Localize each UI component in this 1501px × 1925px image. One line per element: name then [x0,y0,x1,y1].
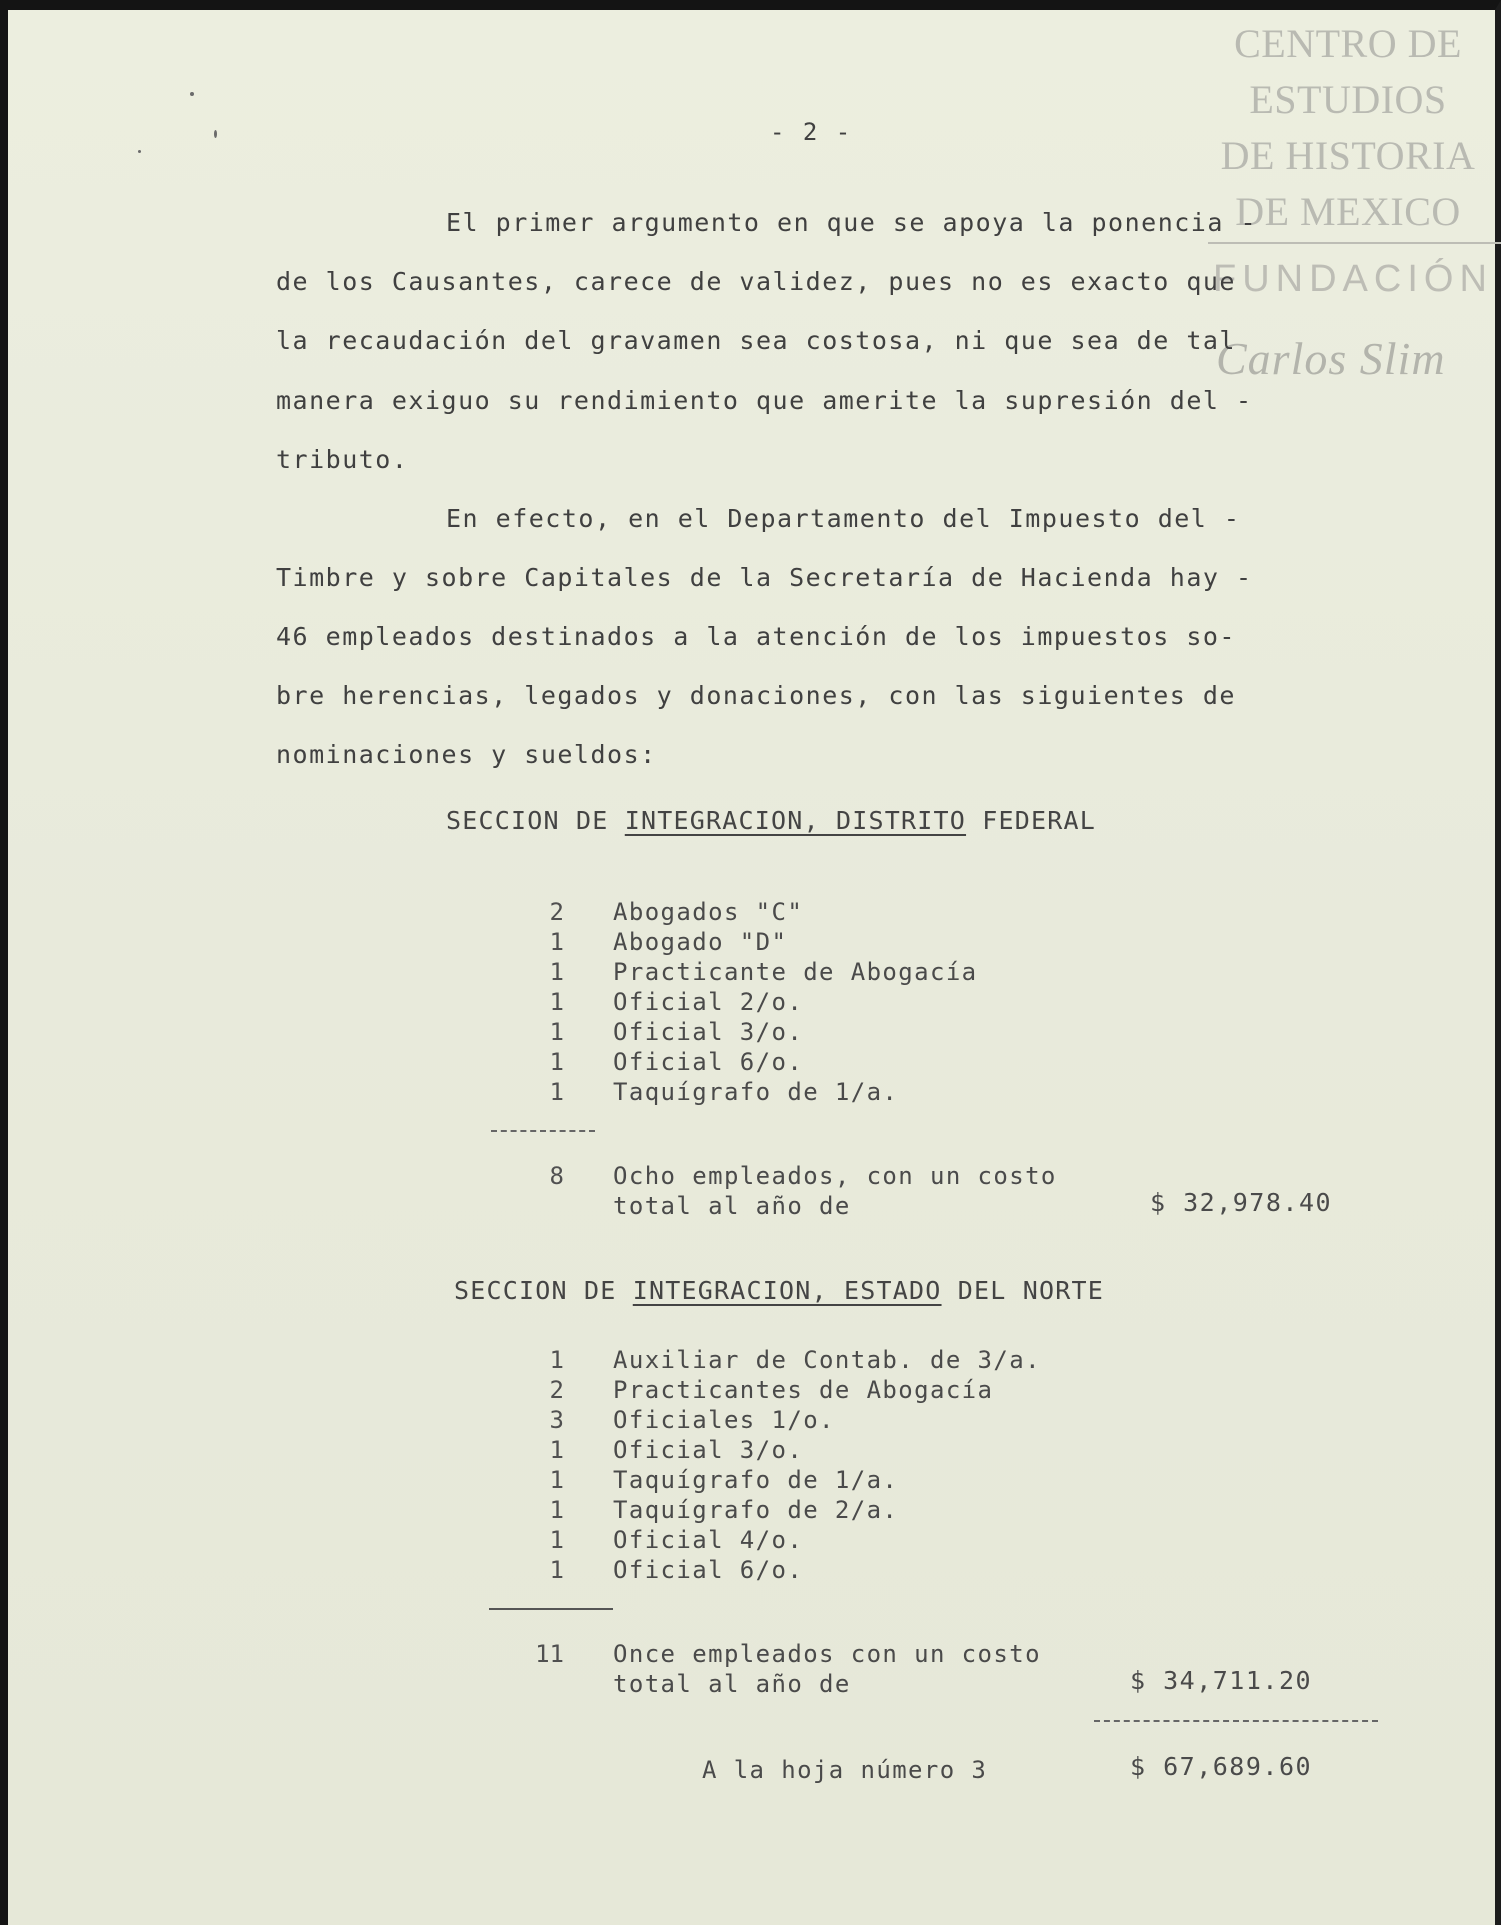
archive-watermark [1188,16,1501,240]
carry-forward-label: A la hoja número 3 [702,1756,988,1784]
section1-total-text: Ocho empleados, con un costo [613,1162,1057,1190]
section1-item-qty: 1 [549,928,564,956]
section2-heading-underlined: INTEGRACION, ESTADO [632,1276,942,1305]
section2-item-qty: 1 [549,1526,564,1554]
section2-heading [454,1276,1104,1305]
paper-speck [190,92,194,96]
section2-item-qty: 1 [549,1436,564,1464]
section1-item-desc: Oficial 6/o. [613,1048,804,1076]
section1-item-qty: 1 [549,958,564,986]
section2-item-desc: Oficiales 1/o. [613,1406,835,1434]
section1-item-desc: Oficial 2/o. [613,988,804,1016]
section2-heading-suffix: DEL NORTE [941,1276,1105,1305]
section2-item-desc: Auxiliar de Contab. de 3/a. [613,1346,1041,1374]
section1-item-qty: 1 [549,1048,564,1076]
paragraph1-line: manera exiguo su rendimiento que amerite la supresión del - [276,386,1253,415]
page-number: - 2 - [770,118,853,146]
section1-item-desc: Abogado "D" [613,928,788,956]
section1-heading-underlined: INTEGRACION, DISTRITO [624,806,967,835]
section2-item-qty: 1 [549,1346,564,1374]
grand-total-rule [1094,1720,1378,1722]
section1-subtotal-rule [491,1130,595,1132]
paragraph1-line: tributo. [276,445,409,474]
section1-item-desc: Oficial 3/o. [613,1018,804,1046]
section2-subtotal-rule [489,1608,613,1610]
paragraph2-line: Timbre y sobre Capitales de la Secretaría de Hacienda hay - [276,563,1253,592]
section2-total-qty: 11 [535,1640,564,1668]
paragraph2-line: En efecto, en el Departamento del Impuesto del - [446,504,1241,533]
watermark-line: DE HISTORIA [1220,133,1476,178]
paper-speck [138,150,141,153]
section1-item-desc: Practicante de Abogacía [613,958,978,986]
paragraph1-line: de los Causantes, carece de validez, pues no es exacto que [276,267,1236,296]
watermark-rule [1208,242,1501,244]
section1-item-desc: Taquígrafo de 1/a. [613,1078,899,1106]
section1-total-qty: 8 [549,1162,564,1190]
section1-total-amount: $ 32,978.40 [1150,1188,1333,1217]
paragraph2-line: nominaciones y sueldos: [276,740,657,769]
section1-heading-suffix: FEDERAL [966,806,1097,835]
section2-item-qty: 3 [549,1406,564,1434]
paragraph2-line: bre herencias, legados y donaciones, con las siguientes de [276,681,1236,710]
section2-total-text: Once empleados con un costo [613,1640,1041,1668]
watermark-line: DE MEXICO [1235,189,1461,234]
section2-item-desc: Practicantes de Abogacía [613,1376,994,1404]
section2-item-desc: Oficial 3/o. [613,1436,804,1464]
section1-item-desc: Abogados "C" [613,898,804,926]
section2-item-qty: 2 [549,1376,564,1404]
section1-item-qty: 1 [549,988,564,1016]
carry-forward-amount: $ 67,689.60 [1130,1752,1313,1781]
section2-total-text: total al año de [613,1670,851,1698]
paper-speck [214,130,217,138]
watermark-foundation: FUNDACIÓN [1213,258,1493,300]
watermark-signature: Carlos Slim [1216,333,1446,384]
paragraph2-line: 46 empleados destinados a la atención de los impuestos so- [276,622,1236,651]
section1-item-qty: 2 [549,898,564,926]
section2-item-qty: 1 [549,1466,564,1494]
section2-item-qty: 1 [549,1556,564,1584]
section1-item-qty: 1 [549,1018,564,1046]
section2-heading-prefix: SECCION DE [454,1276,633,1305]
paragraph1-line: El primer argumento en que se apoya la ponencia - [446,208,1258,237]
paragraph1-line: la recaudación del gravamen sea costosa, ni que sea de tal [276,326,1236,355]
section2-item-desc: Taquígrafo de 1/a. [613,1466,899,1494]
section2-item-qty: 1 [549,1496,564,1524]
section1-heading-prefix: SECCION DE [446,806,625,835]
section2-item-desc: Oficial 4/o. [613,1526,804,1554]
section2-item-desc: Taquígrafo de 2/a. [613,1496,899,1524]
section1-item-qty: 1 [549,1078,564,1106]
section2-total-amount: $ 34,711.20 [1130,1666,1313,1695]
watermark-line: ESTUDIOS [1249,77,1447,122]
watermark-line: CENTRO DE [1234,21,1462,66]
section1-heading [446,806,1096,835]
section1-total-text: total al año de [613,1192,851,1220]
section2-item-desc: Oficial 6/o. [613,1556,804,1584]
